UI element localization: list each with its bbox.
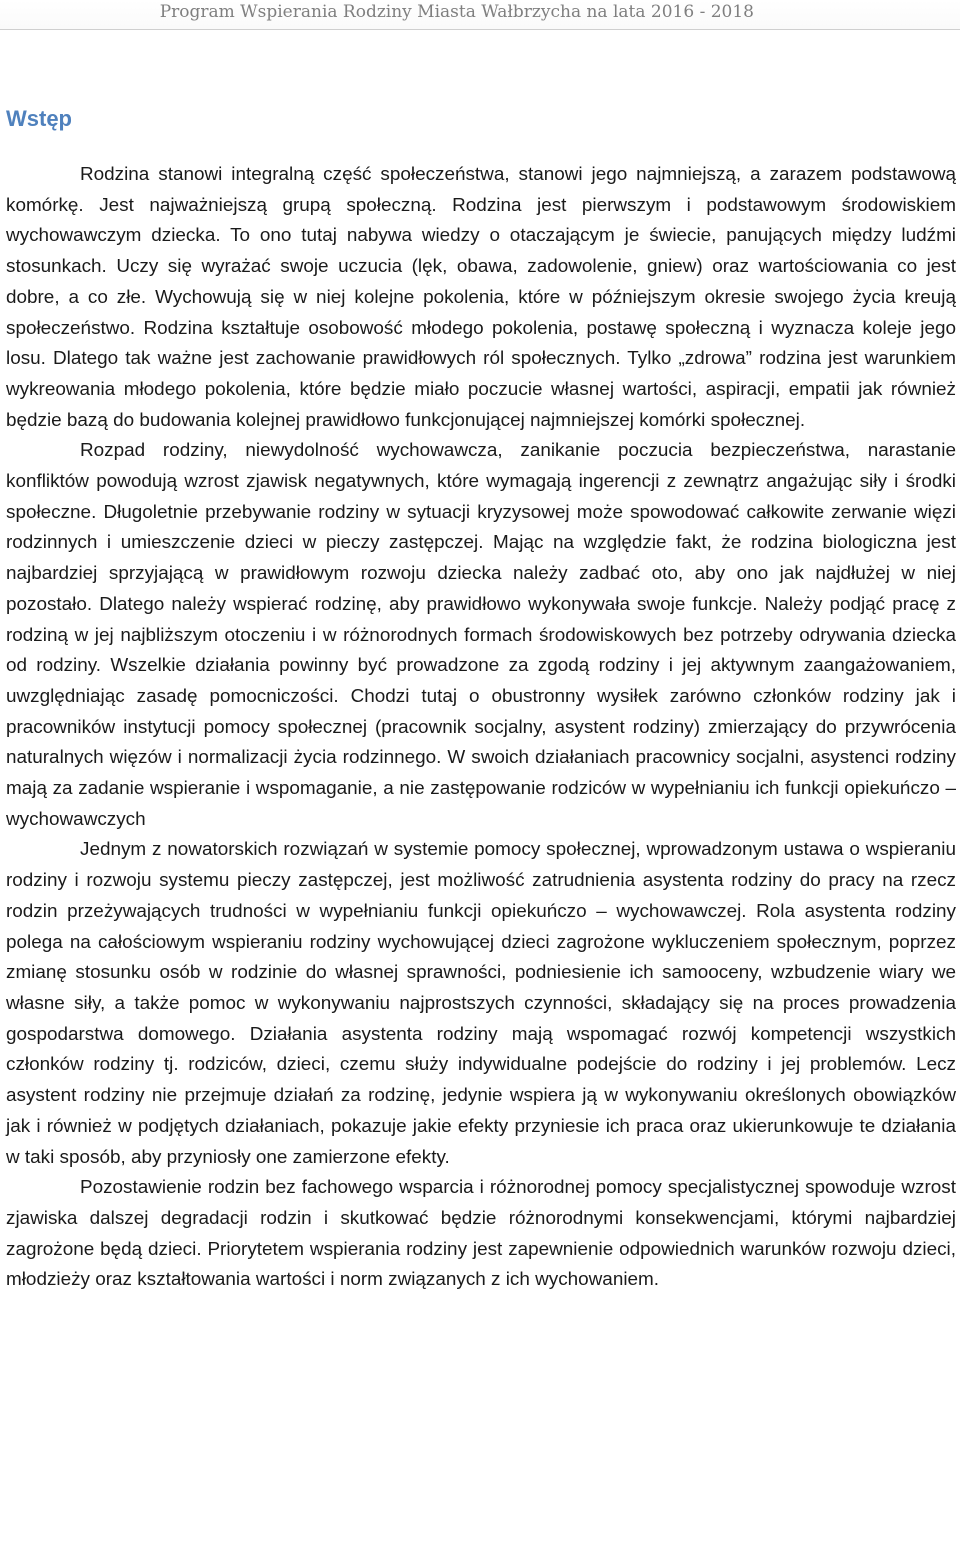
body-text — [6, 160, 956, 1296]
paragraph-1: Rodzina stanowi integralną część społeczeństwa, stanowi jego najmniejszą, a zarazem podstawową komórkę. Jest najważniejszą grupą społeczną. Rodzina jest pierwszym i podstawowym środowiskiem wychowawczym dziecka. To ono tutaj nabywa wiedzy o otaczającym je świecie, panujących między ludźmi stosunkach. Uczy się wyrażać swoje uczucia (lęk, obawa, zadowolenie, gniew) oraz wartościowania co jest dobre, a co złe. Wychowują się w niej kolejne pokolenia, które w późniejszym okresie swojego życia kreują społeczeństwo. Rodzina kształtuje osobowość młodego pokolenia, postawę społeczną i wyznacza koleje jego losu. Dlatego tak ważne jest zachowanie prawidłowych ról społecznych. Tylko „zdrowa” rodzina jest warunkiem wykreowania młodego pokolenia, które będzie miało poczucie własnej wartości, aspiracji, empatii jak również będzie bazą do budowania kolejnej prawidłowo funkcjonującej najmniejszej komórki społecznej. — [6, 164, 956, 431]
paragraph-3: Jednym z nowatorskich rozwiązań w systemie pomocy społecznej, wprowadzonym ustawa o wspieraniu rodziny i rozwoju systemu pieczy zastępczej, jest możliwość zatrudnienia asystenta rodziny do pracy na rzecz rodzin przeżywających trudności w wypełnianiu funkcji opiekuńczo – wychowawczej. Rola asystenta rodziny polega na całościowym wspieraniu rodziny wychowującej dzieci zagrożone wykluczeniem społecznym, poprzez zmianę stosunku osób w rodzinie do własnej sprawności, podniesienie ich samooceny, wzbudzenie wiary we własne siły, a także pomoc w wykonywaniu najprostszych czynności, składający się na proces prowadzenia gospodarstwa domowego. Działania asystenta rodziny mają wspomagać rozwój kompetencji wszystkich członków rodziny tj. rodziców, dzieci, czemu służy indywidualne podejście do rodziny i jej problemów. Lecz asystent rodziny nie przejmuje działań za rodzinę, jedynie wspiera ją w wykonywaniu określonych obowiązków jak i również w podjętych działaniach, pokazuje jakie efekty przyniesie ich praca oraz ukierunkowuje te działania w taki sposób, aby przyniosły one zamierzone efekty. — [6, 839, 956, 1168]
section-heading: Wstęp — [6, 106, 72, 131]
paragraph-2: Rozpad rodziny, niewydolność wychowawcza, zanikanie poczucia bezpieczeństwa, narastanie konfliktów powodują wzrost zjawisk negatywnych, które wymagają ingerencji z zewnątrz angażując siły i środki społeczne. Długoletnie przebywanie rodziny w sytuacji kryzysowej może spowodować całkowite zerwanie więzi rodzinnych i umieszczenie dzieci w pieczy zastępczej. Mając na względzie fakt, że rodzina biologiczna jest najbardziej sprzyjającą w prawidłowym rozwoju dziecka należy zadbać oto, aby ono jak najdłużej w niej pozostało. Dlatego należy wspierać rodzinę, aby prawidłowo wykonywała swoje funkcje. Należy podjąć pracę z rodziną w jej najbliższym otoczeniu i w różnorodnych formach środowiskowych bez potrzeby odrywania dziecka od rodziny. Wszelkie działania powinny być prowadzone za zgodą rodziny i jej aktywnym zaangażowaniem, uwzględniając zasadę pomocniczości. Chodzi tutaj o obustronny wysiłek zarówno członków rodziny jak i pracowników instytucji pomocy społecznej (pracownik socjalny, asystent rodziny) zmierzający do przywrócenia naturalnych więzów i normalizacji życia rodzinnego. W swoich działaniach pracownicy socjalni, asystenci rodziny mają za zadanie wspieranie i wspomaganie, a nie zastępowanie rodziców w wypełnianiu ich funkcji opiekuńczo – wychowawczych — [6, 440, 956, 830]
running-header-title: Program Wspierania Rodziny Miasta Wałbrzycha na lata 2016 - 2018 — [159, 2, 754, 22]
paragraph-4: Pozostawienie rodzin bez fachowego wsparcia i różnorodnej pomocy specjalistycznej spowoduje wzrost zjawiska dalszej degradacji rodzin i skutkować będzie różnorodnymi konsekwencjami, którymi najbardziej zagrożone będą dzieci. Priorytetem wspierania rodziny jest zapewnienie odpowiednich warunków rozwoju dzieci, młodzieży oraz kształtowania wartości i norm związanych z ich wychowaniem. — [6, 1177, 956, 1291]
running-header — [0, 0, 960, 30]
